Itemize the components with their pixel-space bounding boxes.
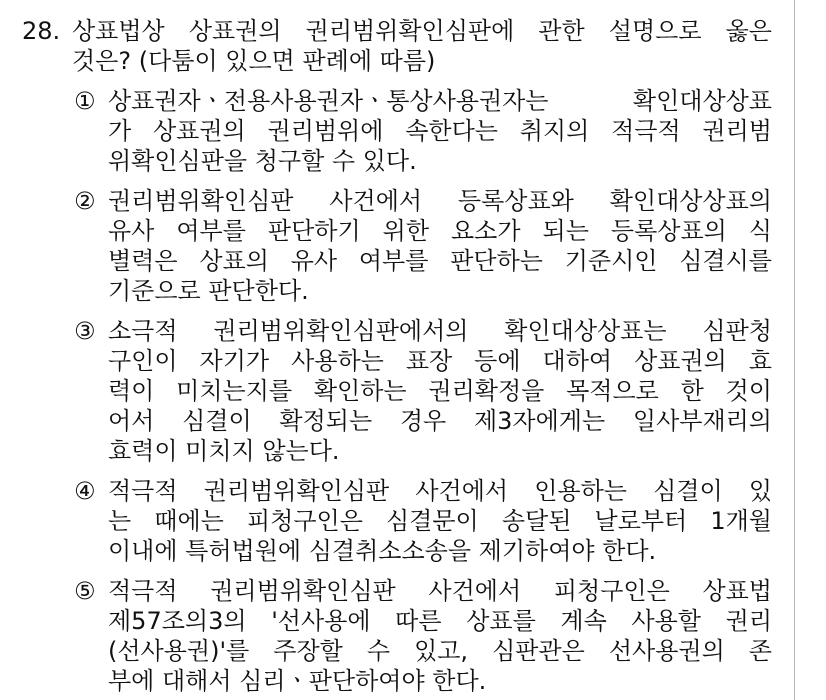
option-line: 적극적 권리범위확인심판 사건에서 인용하는 심결이 있 [108,477,772,505]
option-marker: ② [74,187,96,215]
option-line: (선사용권)'를 주장할 수 있고, 심판관은 선사용권의 존 [108,637,772,665]
option-line: 력이 미치는지를 확인하는 권리확정을 목적으로 한 것이 [108,377,772,405]
option-marker: ⑤ [74,577,96,605]
option-line: 적극적 권리범위확인심판 사건에서 피청구인은 상표법 [108,577,772,605]
option-1[interactable] [22,86,772,176]
option-marker: ④ [74,477,96,505]
question-line: 상표법상 상표권의 권리범위확인심판에 관한 설명으로 옳은 [72,17,772,45]
option-line: 가 상표권의 권리범위에 속한다는 취지의 적극적 권리범 [108,117,772,145]
option-line: 유사 여부를 판단하기 위한 요소가 되는 등록상표의 식 [108,217,772,245]
option-line: 소극적 권리범위확인심판에서의 확인대상상표는 심판청 [108,317,772,345]
option-line: 부에 대해서 심리ㆍ판단하여야 한다. [108,667,487,695]
option-line: 효력이 미치지 않는다. [108,437,340,465]
option-line: 이내에 특허법원에 심결취소소송을 제기하여야 한다. [108,537,657,565]
option-4[interactable] [22,476,772,566]
option-line: 는 때에는 피청구인은 심결문이 송달된 날로부터 1개월 [108,507,772,535]
option-2[interactable] [22,186,772,306]
option-line: 기준으로 판단한다. [108,277,309,305]
option-line: 어서 심결이 확정되는 경우 제3자에게는 일사부재리의 [108,407,772,435]
question-line: 것은? (다툼이 있으면 판례에 따름) [72,47,436,75]
option-line: 제57조의3의 '선사용에 따른 상표를 계속 사용할 권리 [108,607,772,635]
option-marker: ③ [74,317,96,345]
option-line: 권리범위확인심판 사건에서 등록상표와 확인대상상표의 [108,187,772,215]
option-3[interactable] [22,316,772,466]
question-number: 28. [22,17,61,45]
option-line: 상표권자ㆍ전용사용권자ㆍ통상사용권자는 확인대상상표 [108,87,772,115]
option-5[interactable] [22,576,772,696]
option-line: 위확인심판을 청구할 수 있다. [108,147,417,175]
question-block [22,16,772,696]
question-stem [72,16,772,76]
option-marker: ① [74,87,96,115]
option-line: 별력은 상표의 유사 여부를 판단하는 기준시인 심결시를 [108,247,772,275]
column-divider [794,0,795,700]
option-line: 구인이 자기가 사용하는 표장 등에 대하여 상표권의 효 [108,347,772,375]
